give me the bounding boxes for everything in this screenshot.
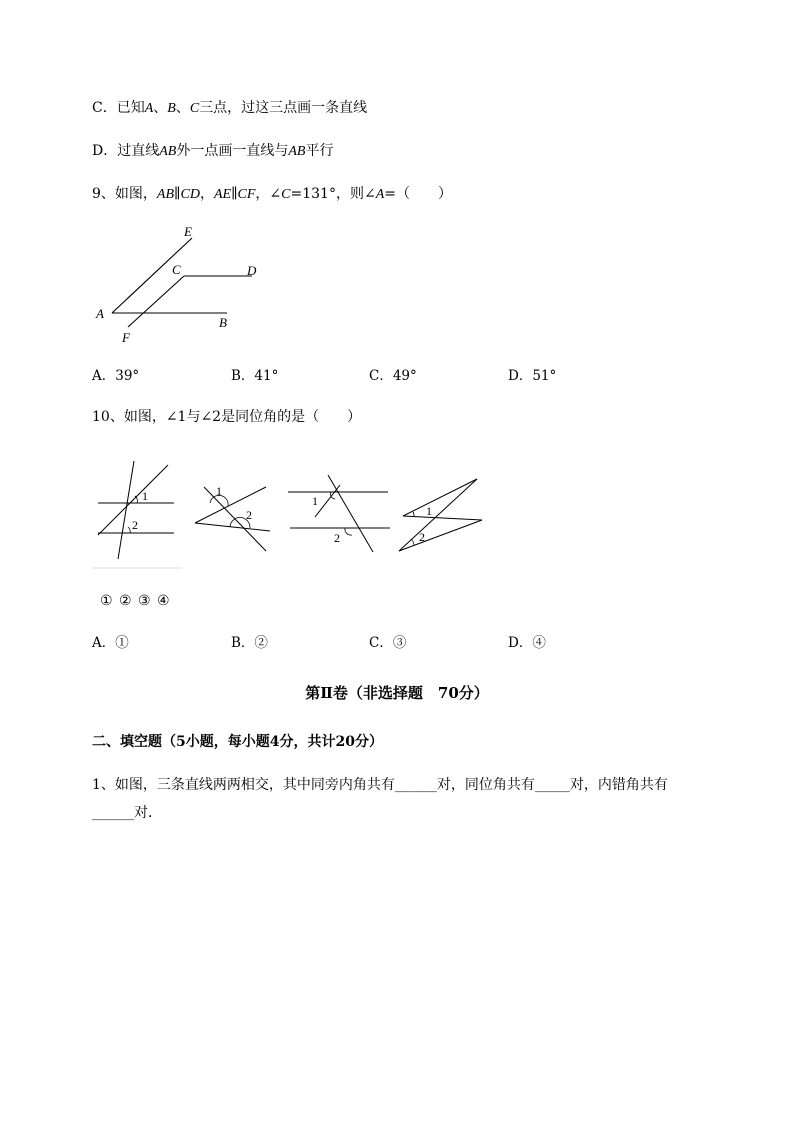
q9-stem bbox=[92, 184, 452, 205]
q9-option-d[interactable]: D．51° bbox=[508, 368, 557, 384]
angle-value: =131°，则∠ bbox=[290, 186, 376, 202]
q8-option-d-prefix: D．过直线 bbox=[92, 143, 160, 159]
angle-2-label: 2 bbox=[334, 531, 340, 545]
point-a: A bbox=[144, 101, 154, 116]
q10-option-d[interactable]: D．④ bbox=[508, 635, 546, 651]
line-cd: CD bbox=[180, 187, 200, 202]
q9-figure bbox=[90, 220, 270, 350]
angle-1-label: 1 bbox=[426, 504, 432, 518]
angle-1-label: 1 bbox=[312, 494, 318, 508]
q10-figure-4 bbox=[399, 479, 482, 551]
label-e: E bbox=[184, 224, 192, 239]
q10-option-c[interactable]: C．③ bbox=[369, 635, 407, 651]
parallel-symbol: ∥ bbox=[174, 186, 181, 202]
q10-figure-caption: ① ② ③ ④ bbox=[100, 593, 171, 609]
point-a: A bbox=[375, 187, 385, 202]
q10-option-a[interactable]: A．① bbox=[92, 635, 129, 651]
fill-q1-line-1: 1、如图，三条直线两两相交，其中同旁内角共有______对，同位角共有_____对，内错角共有 bbox=[92, 777, 668, 793]
q8-option-d-tail: 平行 bbox=[305, 143, 334, 159]
q8-option-d-text: 外一点画一直线与 bbox=[176, 143, 289, 159]
q10-figure bbox=[90, 455, 490, 575]
angle-1-label: 1 bbox=[216, 484, 222, 498]
label-d: D bbox=[247, 263, 257, 278]
q10-stem: 10、如图，∠1与∠2是同位角的是（ ） bbox=[92, 409, 362, 425]
q10-figure-2 bbox=[195, 484, 270, 551]
part-2-title: 第Ⅱ卷（非选择题 70分） bbox=[305, 684, 489, 702]
line-cf: CF bbox=[237, 187, 256, 202]
q9-answer-blank: =（ ） bbox=[384, 186, 452, 202]
angle-symbol: ∠ bbox=[269, 186, 282, 202]
line-ab: AB bbox=[288, 144, 306, 159]
label-c: C bbox=[172, 262, 181, 277]
separator: 、 bbox=[153, 100, 168, 116]
separator: ， bbox=[255, 186, 270, 202]
q9-option-b[interactable]: B．41° bbox=[231, 368, 279, 384]
q9-option-c[interactable]: C．49° bbox=[369, 368, 417, 384]
q10-figure-1 bbox=[98, 461, 174, 559]
fill-q1-line-2: ______对． bbox=[92, 805, 162, 821]
line-ae: AE bbox=[213, 187, 232, 202]
label-f: F bbox=[122, 330, 130, 345]
line-ab: AB bbox=[159, 144, 177, 159]
line-cf bbox=[128, 276, 184, 327]
q9-number: 9、如图， bbox=[92, 186, 157, 202]
separator: 、 bbox=[175, 100, 190, 116]
q9-option-a[interactable]: A．39° bbox=[92, 368, 140, 384]
q10-figure-3 bbox=[288, 475, 390, 552]
point-c: C bbox=[189, 101, 200, 116]
angle-2-label: 2 bbox=[246, 508, 252, 522]
q8-option-d bbox=[92, 141, 333, 162]
angle-2-label: 2 bbox=[132, 518, 138, 532]
label-b: B bbox=[219, 315, 227, 330]
point-b: B bbox=[167, 101, 176, 116]
q10-option-b[interactable]: B．② bbox=[231, 635, 268, 651]
q8-option-c-prefix: C．已知 bbox=[92, 100, 145, 116]
point-c: C bbox=[281, 187, 291, 202]
q8-option-c-text: 三点，过这三点画一条直线 bbox=[199, 100, 368, 116]
angle-2-label: 2 bbox=[419, 530, 425, 544]
label-a: A bbox=[96, 306, 104, 321]
fill-in-section-heading: 二、填空题（5小题，每小题4分，共计20分） bbox=[92, 734, 383, 750]
line-ab: AB bbox=[156, 187, 175, 202]
q8-option-c bbox=[92, 98, 367, 119]
separator: ， bbox=[199, 186, 214, 202]
angle-1-label: 1 bbox=[142, 489, 148, 503]
parallel-symbol: ∥ bbox=[231, 186, 238, 202]
